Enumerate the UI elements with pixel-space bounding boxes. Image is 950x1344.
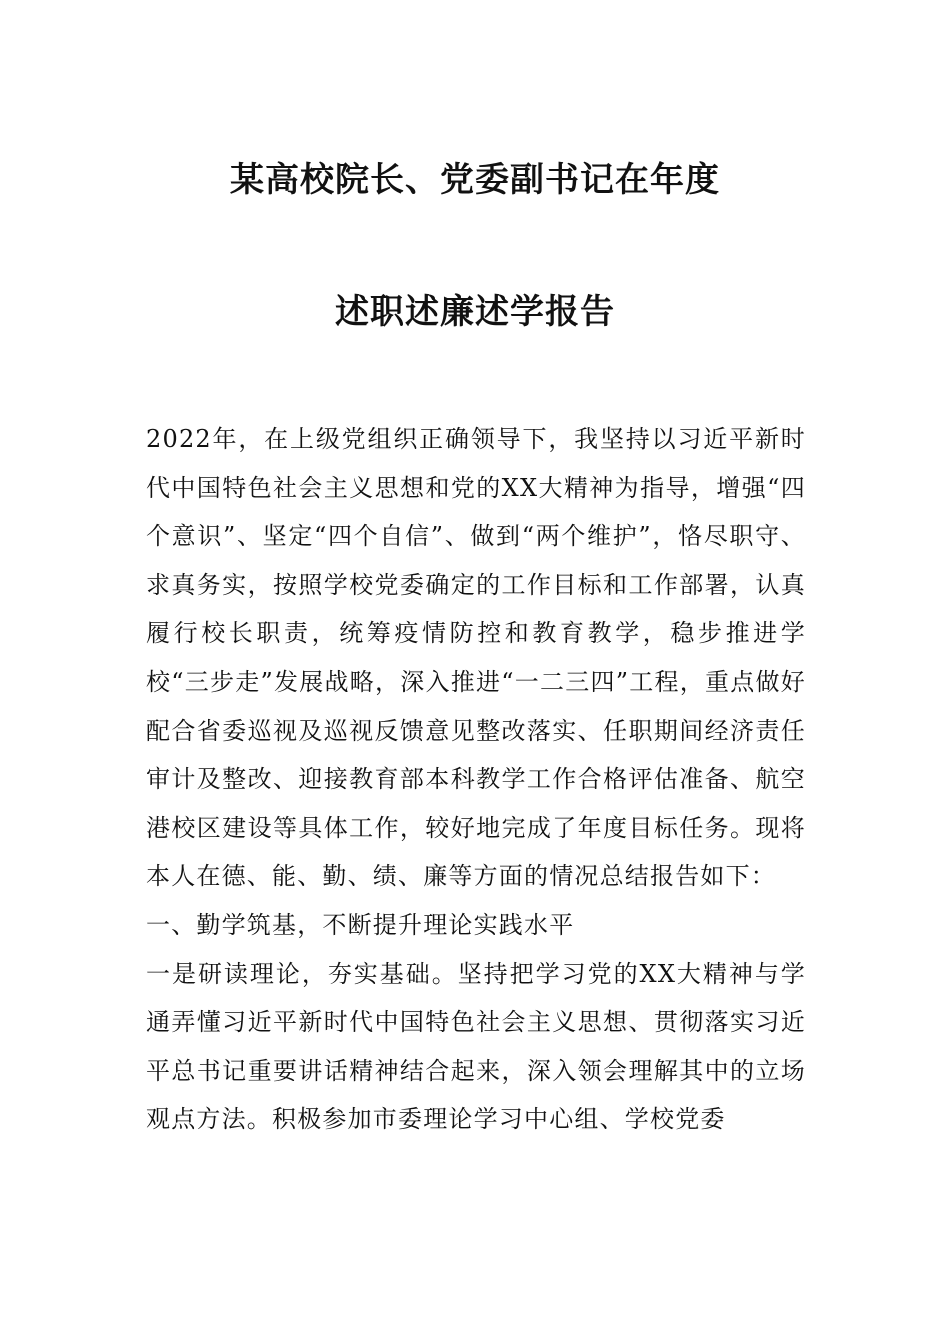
paragraph-section-1: 一是研读理论，夯实基础。坚持把学习党的XX大精神与学通弄懂习近平新时代中国特色社会主义思想、贯彻落实习近平总书记重要讲话精神结合起来，深入领会理解其中的立场观点方法。积极参加市委理论学习中心组、学校党委	[146, 959, 806, 1134]
document-body	[146, 415, 806, 1144]
document-title-line-1: 某高校院长、党委副书记在年度	[230, 160, 720, 200]
paragraph-intro: 2022年，在上级党组织正确领导下，我坚持以习近平新时代中国特色社会主义思想和党的XX大精神为指导，增强“四个意识”、坚定“四个自信”、做到“两个维护”，恪尽职守、求真务实，按照学校党委确定的工作目标和工作部署，认真履行校长职责，统筹疫情防控和教育教学，稳步推进学校“三步走”发展战略，深入推进“一二三四”工程，重点做好配合省委巡视及巡视反馈意见整改落实、任职期间经济责任审计及整改、迎接教育部本科教学工作合格评估准备、航空港校区建设等具体工作，较好地完成了年度目标任务。现将本人在德、能、勤、绩、廉等方面的情况总结报告如下：	[146, 425, 806, 891]
document-title-line-2: 述职述廉述学报告	[335, 292, 615, 332]
section-heading-1: 一、勤学筑基，不断提升理论实践水平	[146, 910, 575, 939]
